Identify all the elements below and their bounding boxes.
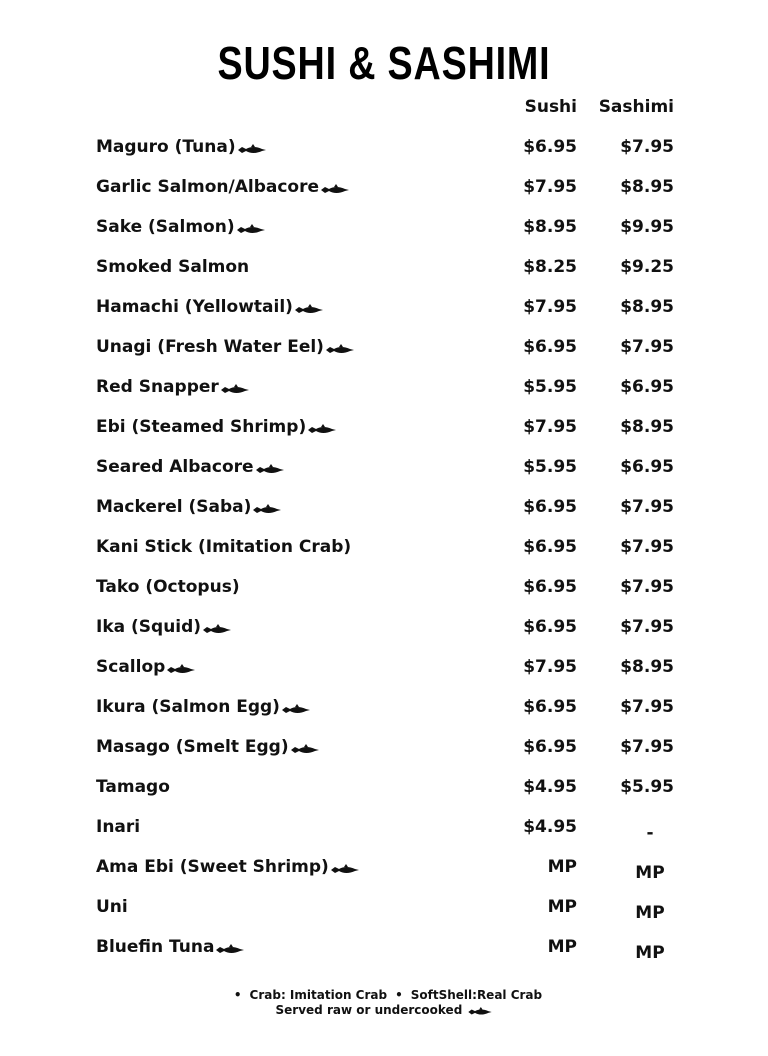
menu-item-name: Uni [96,897,128,917]
menu-item-row [0,406,768,446]
menu-item-name: Seared Albacore [96,457,254,477]
menu-item [96,296,323,318]
sashimi-price: $7.95 [620,497,674,517]
menu-item-name: Smoked Salmon [96,257,250,277]
sushi-price: $5.95 [523,457,577,477]
menu-item [96,656,195,678]
fish-icon [468,1007,492,1017]
menu-item [96,616,231,638]
menu-item-row [0,926,768,966]
sushi-price: $6.95 [523,697,577,717]
sushi-price: $7.95 [523,177,577,197]
menu-item-name: Hamachi (Yellowtail) [96,297,293,317]
menu-item-row [0,846,768,886]
menu-item-row [0,726,768,766]
fish-icon [256,464,284,476]
menu-item [96,136,266,158]
sashimi-price: $7.95 [620,577,674,597]
menu-item [96,856,359,878]
menu-item-row [0,326,768,366]
sushi-price: $7.95 [523,417,577,437]
sushi-price: $6.95 [523,617,577,637]
sashimi-price: $7.95 [620,737,674,757]
sashimi-price: MP [635,903,665,923]
menu-item [96,496,281,518]
menu-item [96,536,351,558]
sashimi-column-header: Sashimi [598,97,674,117]
menu-item-row [0,646,768,686]
sashimi-price: $9.25 [620,257,674,277]
sushi-price: MP [547,937,577,957]
sushi-price: $4.95 [523,777,577,797]
fish-icon [238,144,266,156]
bullet-icon: • [395,988,403,1002]
menu-item [96,176,349,198]
menu-item-name: Maguro (Tuna) [96,137,236,157]
menu-item-name: Bluefin Tuna [96,937,215,957]
sashimi-price: $8.95 [620,417,674,437]
fish-icon [282,704,310,716]
fish-icon [321,184,349,196]
menu-item-row [0,766,768,806]
menu-item-name: Ama Ebi (Sweet Shrimp) [96,857,329,877]
sashimi-price: $7.95 [620,537,674,557]
footer-note-softshell: SoftShell:Real Crab [410,988,543,1002]
menu-item [96,336,354,358]
sashimi-price: - [646,823,654,843]
menu-item-row [0,126,768,166]
sashimi-price: $6.95 [620,377,674,397]
sushi-price: $5.95 [523,377,577,397]
menu-item-name: Tamago [96,777,170,797]
fish-icon [295,304,323,316]
fish-icon [167,664,195,676]
menu-list [0,126,768,966]
sashimi-price: $8.95 [620,657,674,677]
fish-icon [203,624,231,636]
menu-item-row [0,806,768,846]
fish-icon [308,424,336,436]
sashimi-price: $7.95 [620,137,674,157]
sushi-price: $6.95 [523,577,577,597]
menu-item-row [0,166,768,206]
menu-item-name: Kani Stick (Imitation Crab) [96,537,352,557]
fish-icon [291,744,319,756]
sashimi-price: $5.95 [620,777,674,797]
footer-raw-warning: Served raw or undercooked [275,1003,463,1017]
menu-item-row [0,366,768,406]
menu-item-row [0,886,768,926]
menu-item [96,456,284,478]
menu-item-name: Ikura (Salmon Egg) [96,697,280,717]
menu-item-name: Scallop [96,657,166,677]
menu-item-name: Red Snapper [96,377,219,397]
sushi-price: $8.95 [523,217,577,237]
menu-item-name: Ebi (Steamed Shrimp) [96,417,307,437]
menu-item [96,216,265,238]
menu-item [96,936,244,958]
footer-note-crab: Crab: Imitation Crab [249,988,388,1002]
menu-item-row [0,686,768,726]
menu-item [96,256,249,278]
menu-item-row [0,286,768,326]
menu-item-row [0,206,768,246]
menu-item-name: Tako (Octopus) [96,577,240,597]
fish-icon [237,224,265,236]
sushi-price: MP [547,897,577,917]
menu-item-row [0,526,768,566]
menu-item [96,416,336,438]
menu-item [96,776,170,798]
menu-item [96,896,128,918]
menu-item-name: Mackerel (Saba) [96,497,252,517]
bullet-icon: • [233,988,242,1002]
menu-item-name: Masago (Smelt Egg) [96,737,289,757]
menu-item-name: Garlic Salmon/Albacore [96,177,320,197]
fish-icon [326,344,354,356]
fish-icon [331,864,359,876]
sashimi-price: $8.95 [620,177,674,197]
menu-item-row [0,606,768,646]
sushi-column-header: Sushi [524,97,577,117]
sashimi-price: $7.95 [620,617,674,637]
fish-icon [216,944,244,956]
menu-item-row [0,566,768,606]
menu-item [96,816,140,838]
menu-item-name: Sake (Salmon) [96,217,235,237]
sushi-price: $4.95 [523,817,577,837]
sushi-price: $8.25 [523,257,577,277]
sashimi-price: $9.95 [620,217,674,237]
menu-item-row [0,486,768,526]
menu-item [96,576,240,598]
sushi-price: $6.95 [523,137,577,157]
menu-item [96,696,310,718]
menu-item-name: Inari [96,817,141,837]
sashimi-price: $6.95 [620,457,674,477]
footer-notes [0,988,768,1018]
sushi-price: $6.95 [523,337,577,357]
menu-item [96,376,249,398]
menu-item-row [0,246,768,286]
sushi-price: $6.95 [523,737,577,757]
fish-icon [253,504,281,516]
menu-item [96,736,319,758]
menu-item-name: Ika (Squid) [96,617,202,637]
sushi-price: MP [547,857,577,877]
sushi-price: $6.95 [523,497,577,517]
sushi-price: $7.95 [523,297,577,317]
fish-icon [221,384,249,396]
sushi-price: $7.95 [523,657,577,677]
sashimi-price: MP [635,863,665,883]
sashimi-price: $7.95 [620,697,674,717]
sashimi-price: $8.95 [620,297,674,317]
page-title: SUSHI & SASHIMI [217,37,551,89]
menu-item-name: Unagi (Fresh Water Eel) [96,337,324,357]
sashimi-price: $7.95 [620,337,674,357]
sushi-price: $6.95 [523,537,577,557]
menu-item-row [0,446,768,486]
sashimi-price: MP [635,943,665,963]
